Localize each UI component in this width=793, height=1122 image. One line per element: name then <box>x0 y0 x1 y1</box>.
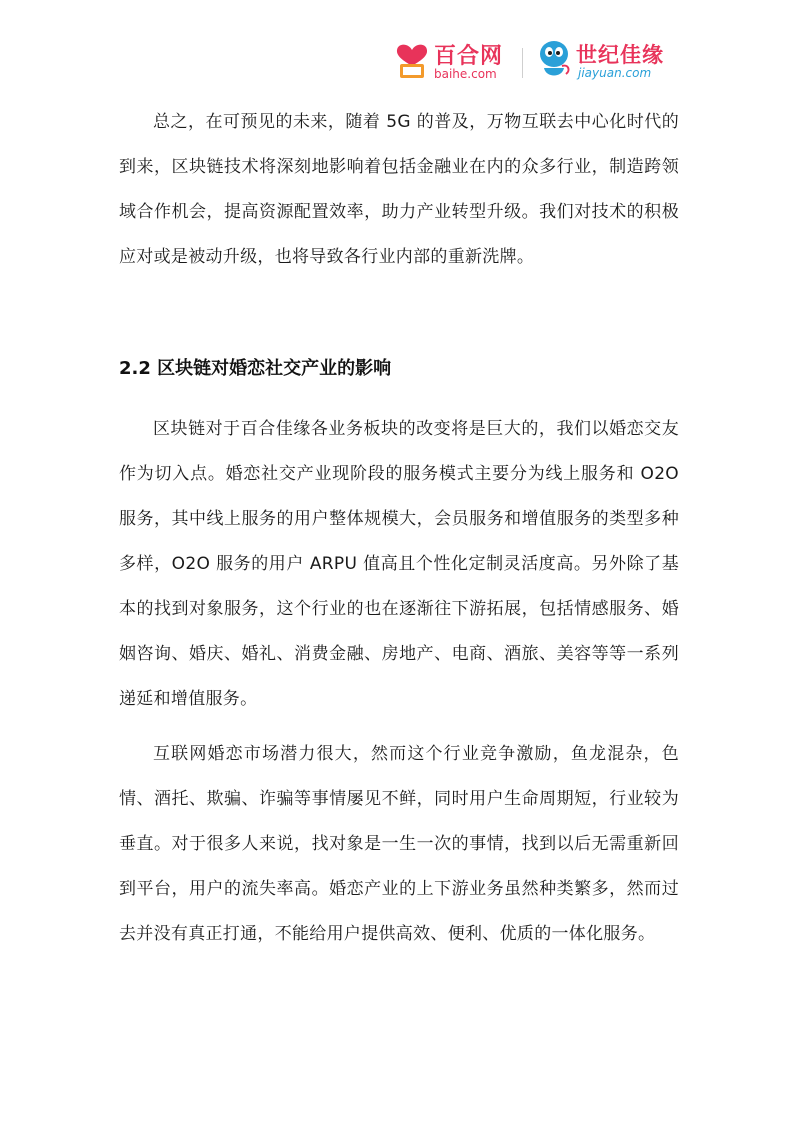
jiayuan-mascot-icon <box>536 38 572 82</box>
baihe-logo <box>394 38 514 84</box>
intro-paragraph: 总之，在可预见的未来，随着 5G 的普及，万物互联去中心化时代的到来，区块链技术将深刻地影响着包括金融业在内的众多行业，制造跨领域合作机会，提高资源配置效率，助力产业转型升级。我们对技术的积极应对或是被动升级，也将导致各行业内部的重新洗牌。 <box>119 112 679 267</box>
document-body <box>119 100 679 957</box>
section-paragraph-2: 互联网婚恋市场潜力很大，然而这个行业竞争激励，鱼龙混杂，色情、酒托、欺骗、诈骗等事情屡见不鲜，同时用户生命周期短，行业较为垂直。对于很多人来说，找对象是一生一次的事情，找到以后无需重新回到平台，用户的流失率高。婚恋产业的上下游业务虽然种类繁多，然而过去并没有真正打通，不能给用户提供高效、便利、优质的一体化服务。 <box>119 744 679 944</box>
jiayuan-name: 世纪佳缘 <box>576 43 664 67</box>
section-paragraph-1: 区块链对于百合佳缘各业务板块的改变将是巨大的，我们以婚恋交友作为切入点。婚恋社交产业现阶段的服务模式主要分为线上服务和 O2O 服务，其中线上服务的用户整体规模大，会员服务和增值服务的类型多种多样，O2O 服务的用户 ARPU 值高且个性化定制灵活度高。另外除了基本的找到对象服务，这个行业的也在逐渐往下游拓展，包括情感服务、婚姻咨询、婚庆、婚礼、消费金融、房地产、电商、酒旅、美容等等一系列递延和增值服务。 <box>119 419 679 709</box>
baihe-heart-icon <box>394 40 430 80</box>
baihe-domain: baihe.com <box>434 67 497 81</box>
baihe-name: 百合网 <box>434 44 504 69</box>
page-header <box>394 38 684 84</box>
jiayuan-logo <box>536 38 676 84</box>
logo-divider <box>522 48 523 78</box>
section-heading: 2.2 区块链对婚恋社交产业的影响 <box>119 358 392 379</box>
jiayuan-domain: jiayuan.com <box>578 66 652 80</box>
